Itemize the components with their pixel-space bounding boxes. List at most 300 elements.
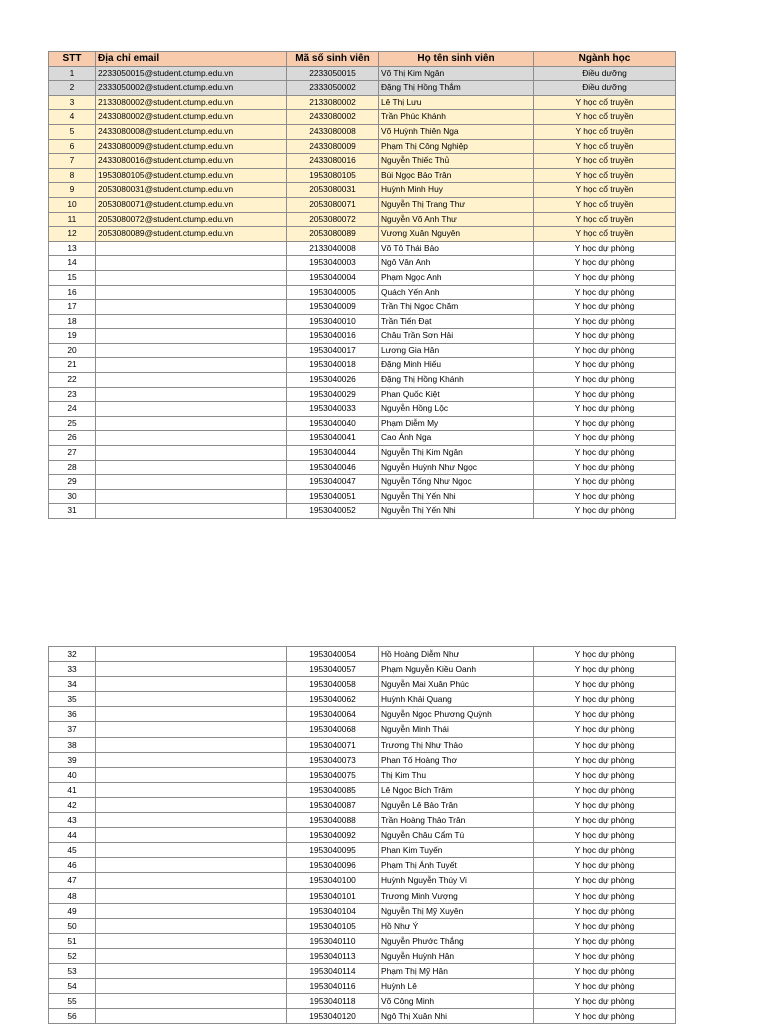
cell-stt: 38 xyxy=(49,737,96,752)
cell-student-name: Nguyễn Thị Trang Thư xyxy=(379,197,534,212)
cell-student-name: Đặng Thị Hồng Thắm xyxy=(379,81,534,96)
cell-email xyxy=(96,329,287,344)
table-row xyxy=(49,737,676,752)
cell-student-id: 2133040008 xyxy=(287,241,379,256)
cell-major: Y học dự phòng xyxy=(534,813,676,828)
cell-student-name: Phan Quốc Kiệt xyxy=(379,387,534,402)
cell-student-id: 1953040009 xyxy=(287,300,379,315)
cell-student-name: Trương Thị Như Thảo xyxy=(379,737,534,752)
cell-stt: 45 xyxy=(49,843,96,858)
table-row xyxy=(49,662,676,677)
table-row xyxy=(49,197,676,212)
cell-email xyxy=(96,475,287,490)
cell-email xyxy=(96,737,287,752)
cell-major: Y học dự phòng xyxy=(534,343,676,358)
cell-student-id: 2053080071 xyxy=(287,197,379,212)
cell-stt: 53 xyxy=(49,963,96,978)
cell-stt: 37 xyxy=(49,722,96,737)
table-row xyxy=(49,948,676,963)
header-student-id: Mã số sinh viên xyxy=(287,52,379,67)
cell-student-id: 1953040120 xyxy=(287,1009,379,1024)
table-row xyxy=(49,888,676,903)
cell-student-name: Võ Huỳnh Thiên Nga xyxy=(379,124,534,139)
cell-stt: 40 xyxy=(49,767,96,782)
cell-student-name: Võ Thị Kim Ngân xyxy=(379,66,534,81)
cell-stt: 15 xyxy=(49,270,96,285)
cell-student-id: 1953040054 xyxy=(287,647,379,662)
cell-major: Y học dự phòng xyxy=(534,489,676,504)
cell-student-id: 1953040040 xyxy=(287,416,379,431)
cell-student-name: Phạm Thị Ánh Tuyết xyxy=(379,858,534,873)
cell-stt: 17 xyxy=(49,300,96,315)
cell-major: Y học cổ truyền xyxy=(534,139,676,154)
cell-major: Y học cổ truyền xyxy=(534,183,676,198)
table-row xyxy=(49,677,676,692)
cell-major: Y học cổ truyền xyxy=(534,95,676,110)
cell-major: Y học dự phòng xyxy=(534,373,676,388)
cell-stt: 9 xyxy=(49,183,96,198)
cell-email xyxy=(96,979,287,994)
cell-stt: 55 xyxy=(49,994,96,1009)
cell-major: Y học dự phòng xyxy=(534,504,676,519)
cell-student-name: Ngô Thị Xuân Nhi xyxy=(379,1009,534,1024)
cell-student-id: 1953040105 xyxy=(287,918,379,933)
cell-email xyxy=(96,782,287,797)
cell-email xyxy=(96,300,287,315)
cell-student-name: Huỳnh Minh Huy xyxy=(379,183,534,198)
cell-stt: 44 xyxy=(49,828,96,843)
table-row xyxy=(49,979,676,994)
table-body-page-1 xyxy=(49,66,676,518)
cell-major: Y học dự phòng xyxy=(534,737,676,752)
cell-student-id: 1953040096 xyxy=(287,858,379,873)
cell-major: Y học dự phòng xyxy=(534,431,676,446)
table-row xyxy=(49,1009,676,1024)
cell-email xyxy=(96,343,287,358)
cell-student-id: 1953040052 xyxy=(287,504,379,519)
cell-major: Y học cổ truyền xyxy=(534,227,676,242)
cell-major: Y học dự phòng xyxy=(534,858,676,873)
cell-email xyxy=(96,948,287,963)
table-row xyxy=(49,358,676,373)
cell-student-name: Thị Kim Thu xyxy=(379,767,534,782)
table-row xyxy=(49,402,676,417)
header-major: Ngành học xyxy=(534,52,676,67)
student-table-page-1 xyxy=(48,51,676,519)
cell-email xyxy=(96,402,287,417)
header-email: Địa chỉ email xyxy=(96,52,287,67)
cell-stt: 23 xyxy=(49,387,96,402)
cell-email xyxy=(96,256,287,271)
cell-student-id: 2433080008 xyxy=(287,124,379,139)
cell-major: Y học dự phòng xyxy=(534,446,676,461)
cell-major: Y học dự phòng xyxy=(534,416,676,431)
cell-stt: 7 xyxy=(49,154,96,169)
cell-stt: 43 xyxy=(49,813,96,828)
cell-email: 2053080071@student.ctump.edu.vn xyxy=(96,197,287,212)
cell-student-id: 1953040026 xyxy=(287,373,379,388)
cell-student-name: Võ Tô Thái Bảo xyxy=(379,241,534,256)
cell-stt: 21 xyxy=(49,358,96,373)
cell-student-id: 1953040033 xyxy=(287,402,379,417)
cell-student-name: Nguyễn Thiếc Thủ xyxy=(379,154,534,169)
table-row xyxy=(49,489,676,504)
cell-major: Y học dự phòng xyxy=(534,873,676,888)
cell-stt: 26 xyxy=(49,431,96,446)
cell-student-name: Phạm Diễm My xyxy=(379,416,534,431)
cell-student-name: Huỳnh Khải Quang xyxy=(379,692,534,707)
cell-major: Y học cổ truyền xyxy=(534,168,676,183)
cell-student-name: Lương Gia Hân xyxy=(379,343,534,358)
cell-student-id: 1953040029 xyxy=(287,387,379,402)
table-row xyxy=(49,343,676,358)
table-row xyxy=(49,903,676,918)
cell-major: Y học dự phòng xyxy=(534,903,676,918)
cell-stt: 6 xyxy=(49,139,96,154)
cell-student-name: Ngô Vân Anh xyxy=(379,256,534,271)
cell-major: Y học cổ truyền xyxy=(534,154,676,169)
cell-major: Y học dự phòng xyxy=(534,963,676,978)
cell-student-id: 1953040044 xyxy=(287,446,379,461)
cell-student-id: 1953040057 xyxy=(287,662,379,677)
cell-student-id: 1953040095 xyxy=(287,843,379,858)
cell-student-id: 1953040110 xyxy=(287,933,379,948)
cell-email xyxy=(96,767,287,782)
cell-stt: 10 xyxy=(49,197,96,212)
cell-stt: 1 xyxy=(49,66,96,81)
cell-student-name: Trương Minh Vượng xyxy=(379,888,534,903)
cell-student-id: 1953040058 xyxy=(287,677,379,692)
table-row xyxy=(49,183,676,198)
cell-stt: 48 xyxy=(49,888,96,903)
table-row xyxy=(49,139,676,154)
cell-major: Y học dự phòng xyxy=(534,782,676,797)
cell-student-name: Trần Phúc Khánh xyxy=(379,110,534,125)
table-row xyxy=(49,933,676,948)
cell-major: Y học cổ truyền xyxy=(534,110,676,125)
cell-student-name: Châu Trần Sơn Hải xyxy=(379,329,534,344)
cell-stt: 30 xyxy=(49,489,96,504)
table-row xyxy=(49,66,676,81)
cell-email xyxy=(96,797,287,812)
cell-student-id: 2133080002 xyxy=(287,95,379,110)
cell-student-name: Võ Công Minh xyxy=(379,994,534,1009)
cell-major: Y học cổ truyền xyxy=(534,197,676,212)
cell-stt: 8 xyxy=(49,168,96,183)
cell-student-name: Hồ Như Ý xyxy=(379,918,534,933)
cell-student-id: 1953040003 xyxy=(287,256,379,271)
table-row xyxy=(49,329,676,344)
cell-major: Y học dự phòng xyxy=(534,475,676,490)
cell-email: 2053080089@student.ctump.edu.vn xyxy=(96,227,287,242)
cell-major: Y học dự phòng xyxy=(534,285,676,300)
cell-student-name: Quách Yến Anh xyxy=(379,285,534,300)
cell-student-name: Phan Tố Hoàng Thơ xyxy=(379,752,534,767)
cell-email xyxy=(96,933,287,948)
cell-student-name: Nguyễn Mai Xuân Phúc xyxy=(379,677,534,692)
cell-stt: 49 xyxy=(49,903,96,918)
cell-student-name: Phan Kim Tuyến xyxy=(379,843,534,858)
cell-student-id: 1953040010 xyxy=(287,314,379,329)
cell-stt: 56 xyxy=(49,1009,96,1024)
table-row xyxy=(49,446,676,461)
table-body-page-2 xyxy=(49,647,676,1024)
cell-student-id: 1953080105 xyxy=(287,168,379,183)
cell-major: Y học dự phòng xyxy=(534,767,676,782)
table-row xyxy=(49,767,676,782)
cell-stt: 24 xyxy=(49,402,96,417)
cell-major: Y học dự phòng xyxy=(534,994,676,1009)
cell-student-name: Nguyễn Thị Kim Ngân xyxy=(379,446,534,461)
cell-major: Y học dự phòng xyxy=(534,707,676,722)
cell-student-id: 1953040005 xyxy=(287,285,379,300)
cell-student-id: 1953040047 xyxy=(287,475,379,490)
table-row xyxy=(49,241,676,256)
cell-student-id: 1953040087 xyxy=(287,797,379,812)
cell-stt: 52 xyxy=(49,948,96,963)
cell-student-id: 1953040085 xyxy=(287,782,379,797)
cell-major: Y học dự phòng xyxy=(534,256,676,271)
table-row xyxy=(49,782,676,797)
table-row xyxy=(49,752,676,767)
cell-email xyxy=(96,314,287,329)
cell-major: Y học dự phòng xyxy=(534,270,676,285)
table-header-row xyxy=(49,52,676,67)
cell-email: 2053080072@student.ctump.edu.vn xyxy=(96,212,287,227)
cell-student-name: Nguyễn Võ Anh Thư xyxy=(379,212,534,227)
cell-stt: 12 xyxy=(49,227,96,242)
cell-student-id: 2233050015 xyxy=(287,66,379,81)
cell-student-id: 1953040075 xyxy=(287,767,379,782)
cell-stt: 18 xyxy=(49,314,96,329)
cell-email xyxy=(96,358,287,373)
cell-stt: 34 xyxy=(49,677,96,692)
cell-email: 2133080002@student.ctump.edu.vn xyxy=(96,95,287,110)
table-row xyxy=(49,270,676,285)
table-row xyxy=(49,797,676,812)
cell-student-name: Phạm Ngọc Anh xyxy=(379,270,534,285)
cell-student-name: Phạm Nguyễn Kiều Oanh xyxy=(379,662,534,677)
cell-stt: 42 xyxy=(49,797,96,812)
cell-student-name: Nguyễn Huỳnh Hân xyxy=(379,948,534,963)
cell-major: Y học dự phòng xyxy=(534,979,676,994)
cell-stt: 16 xyxy=(49,285,96,300)
table-row xyxy=(49,227,676,242)
cell-student-name: Trần Hoàng Thảo Trân xyxy=(379,813,534,828)
cell-student-id: 1953040118 xyxy=(287,994,379,1009)
cell-stt: 25 xyxy=(49,416,96,431)
cell-stt: 36 xyxy=(49,707,96,722)
table-row xyxy=(49,918,676,933)
table-row xyxy=(49,431,676,446)
cell-stt: 14 xyxy=(49,256,96,271)
table-row xyxy=(49,963,676,978)
cell-student-name: Đặng Minh Hiếu xyxy=(379,358,534,373)
cell-email xyxy=(96,387,287,402)
cell-student-name: Nguyễn Hồng Lộc xyxy=(379,402,534,417)
cell-stt: 32 xyxy=(49,647,96,662)
cell-student-name: Huỳnh Lê xyxy=(379,979,534,994)
cell-student-name: Phạm Thị Mỹ Hân xyxy=(379,963,534,978)
table-row xyxy=(49,314,676,329)
cell-student-id: 1953040104 xyxy=(287,903,379,918)
cell-stt: 33 xyxy=(49,662,96,677)
cell-major: Y học dự phòng xyxy=(534,828,676,843)
table-row xyxy=(49,707,676,722)
header-stt: STT xyxy=(49,52,96,67)
cell-stt: 5 xyxy=(49,124,96,139)
cell-stt: 35 xyxy=(49,692,96,707)
cell-major: Y học dự phòng xyxy=(534,888,676,903)
table-row xyxy=(49,81,676,96)
cell-email: 1953080105@student.ctump.edu.vn xyxy=(96,168,287,183)
cell-email: 2433080009@student.ctump.edu.vn xyxy=(96,139,287,154)
cell-email xyxy=(96,858,287,873)
cell-student-name: Lê Thị Lưu xyxy=(379,95,534,110)
cell-student-id: 1953040101 xyxy=(287,888,379,903)
cell-major: Y học dự phòng xyxy=(534,918,676,933)
cell-major: Y học cổ truyền xyxy=(534,124,676,139)
cell-major: Y học dự phòng xyxy=(534,387,676,402)
cell-student-name: Nguyễn Thị Mỹ Xuyên xyxy=(379,903,534,918)
cell-stt: 47 xyxy=(49,873,96,888)
cell-stt: 20 xyxy=(49,343,96,358)
cell-student-name: Lê Ngọc Bích Trâm xyxy=(379,782,534,797)
cell-stt: 41 xyxy=(49,782,96,797)
cell-stt: 4 xyxy=(49,110,96,125)
cell-student-id: 2053080072 xyxy=(287,212,379,227)
cell-major: Y học dự phòng xyxy=(534,677,676,692)
table-row xyxy=(49,843,676,858)
table-row xyxy=(49,813,676,828)
cell-stt: 54 xyxy=(49,979,96,994)
cell-major: Điều dưỡng xyxy=(534,66,676,81)
cell-student-id: 1953040092 xyxy=(287,828,379,843)
cell-email xyxy=(96,963,287,978)
table-row xyxy=(49,460,676,475)
cell-email xyxy=(96,460,287,475)
cell-student-name: Nguyễn Huỳnh Như Ngọc xyxy=(379,460,534,475)
cell-student-id: 1953040116 xyxy=(287,979,379,994)
cell-student-id: 1953040046 xyxy=(287,460,379,475)
cell-major: Y học dự phòng xyxy=(534,300,676,315)
cell-stt: 46 xyxy=(49,858,96,873)
cell-email xyxy=(96,813,287,828)
cell-student-name: Cao Ánh Nga xyxy=(379,431,534,446)
cell-student-id: 1953040068 xyxy=(287,722,379,737)
cell-major: Y học dự phòng xyxy=(534,647,676,662)
cell-student-name: Hồ Hoàng Diễm Như xyxy=(379,647,534,662)
cell-stt: 11 xyxy=(49,212,96,227)
cell-major: Y học dự phòng xyxy=(534,460,676,475)
cell-stt: 50 xyxy=(49,918,96,933)
cell-email xyxy=(96,446,287,461)
cell-major: Y học dự phòng xyxy=(534,1009,676,1024)
cell-major: Y học dự phòng xyxy=(534,314,676,329)
cell-major: Y học dự phòng xyxy=(534,752,676,767)
cell-email xyxy=(96,489,287,504)
cell-student-id: 1953040100 xyxy=(287,873,379,888)
cell-major: Điều dưỡng xyxy=(534,81,676,96)
table-row xyxy=(49,154,676,169)
cell-major: Y học dự phòng xyxy=(534,722,676,737)
cell-email xyxy=(96,707,287,722)
cell-student-id: 2053080031 xyxy=(287,183,379,198)
cell-email: 2053080031@student.ctump.edu.vn xyxy=(96,183,287,198)
cell-email xyxy=(96,241,287,256)
cell-email xyxy=(96,692,287,707)
cell-student-name: Nguyễn Châu Cẩm Tú xyxy=(379,828,534,843)
cell-student-name: Huỳnh Nguyễn Thúy Vi xyxy=(379,873,534,888)
cell-major: Y học dự phòng xyxy=(534,797,676,812)
cell-major: Y học dự phòng xyxy=(534,843,676,858)
table-row xyxy=(49,300,676,315)
cell-email xyxy=(96,677,287,692)
cell-student-name: Nguyễn Minh Thái xyxy=(379,722,534,737)
cell-stt: 22 xyxy=(49,373,96,388)
cell-student-name: Nguyễn Lê Bảo Trân xyxy=(379,797,534,812)
cell-email: 2333050002@student.ctump.edu.vn xyxy=(96,81,287,96)
table-row xyxy=(49,692,676,707)
cell-stt: 29 xyxy=(49,475,96,490)
cell-major: Y học dự phòng xyxy=(534,358,676,373)
cell-student-name: Nguyễn Tống Như Ngọc xyxy=(379,475,534,490)
cell-email xyxy=(96,1009,287,1024)
cell-stt: 27 xyxy=(49,446,96,461)
cell-student-id: 1953040041 xyxy=(287,431,379,446)
cell-stt: 13 xyxy=(49,241,96,256)
cell-student-name: Phạm Thị Công Nghiệp xyxy=(379,139,534,154)
cell-email xyxy=(96,431,287,446)
cell-student-name: Nguyễn Thị Yến Nhi xyxy=(379,504,534,519)
cell-student-id: 1953040088 xyxy=(287,813,379,828)
cell-stt: 39 xyxy=(49,752,96,767)
table-row xyxy=(49,387,676,402)
cell-email xyxy=(96,662,287,677)
cell-major: Y học dự phòng xyxy=(534,933,676,948)
student-table-page-2 xyxy=(48,646,676,1024)
cell-student-id: 1953040062 xyxy=(287,692,379,707)
table-row xyxy=(49,873,676,888)
cell-student-name: Nguyễn Phước Thắng xyxy=(379,933,534,948)
cell-student-id: 1953040018 xyxy=(287,358,379,373)
cell-student-name: Vương Xuân Nguyên xyxy=(379,227,534,242)
cell-email: 2433080016@student.ctump.edu.vn xyxy=(96,154,287,169)
cell-student-name: Nguyễn Ngọc Phương Quỳnh xyxy=(379,707,534,722)
table-row xyxy=(49,416,676,431)
cell-major: Y học dự phòng xyxy=(534,662,676,677)
cell-email xyxy=(96,504,287,519)
cell-student-id: 1953040114 xyxy=(287,963,379,978)
cell-email xyxy=(96,828,287,843)
table-row xyxy=(49,285,676,300)
cell-student-name: Trần Thị Ngọc Chăm xyxy=(379,300,534,315)
cell-student-name: Trần Tiến Đạt xyxy=(379,314,534,329)
cell-email: 2433080008@student.ctump.edu.vn xyxy=(96,124,287,139)
cell-email xyxy=(96,373,287,388)
table-row xyxy=(49,124,676,139)
cell-student-id: 1953040016 xyxy=(287,329,379,344)
table-row xyxy=(49,722,676,737)
cell-major: Y học dự phòng xyxy=(534,402,676,417)
table-row xyxy=(49,212,676,227)
table-row xyxy=(49,168,676,183)
cell-email: 2233050015@student.ctump.edu.vn xyxy=(96,66,287,81)
table-row xyxy=(49,994,676,1009)
header-student-name: Họ tên sinh viên xyxy=(379,52,534,67)
cell-stt: 51 xyxy=(49,933,96,948)
cell-email xyxy=(96,888,287,903)
